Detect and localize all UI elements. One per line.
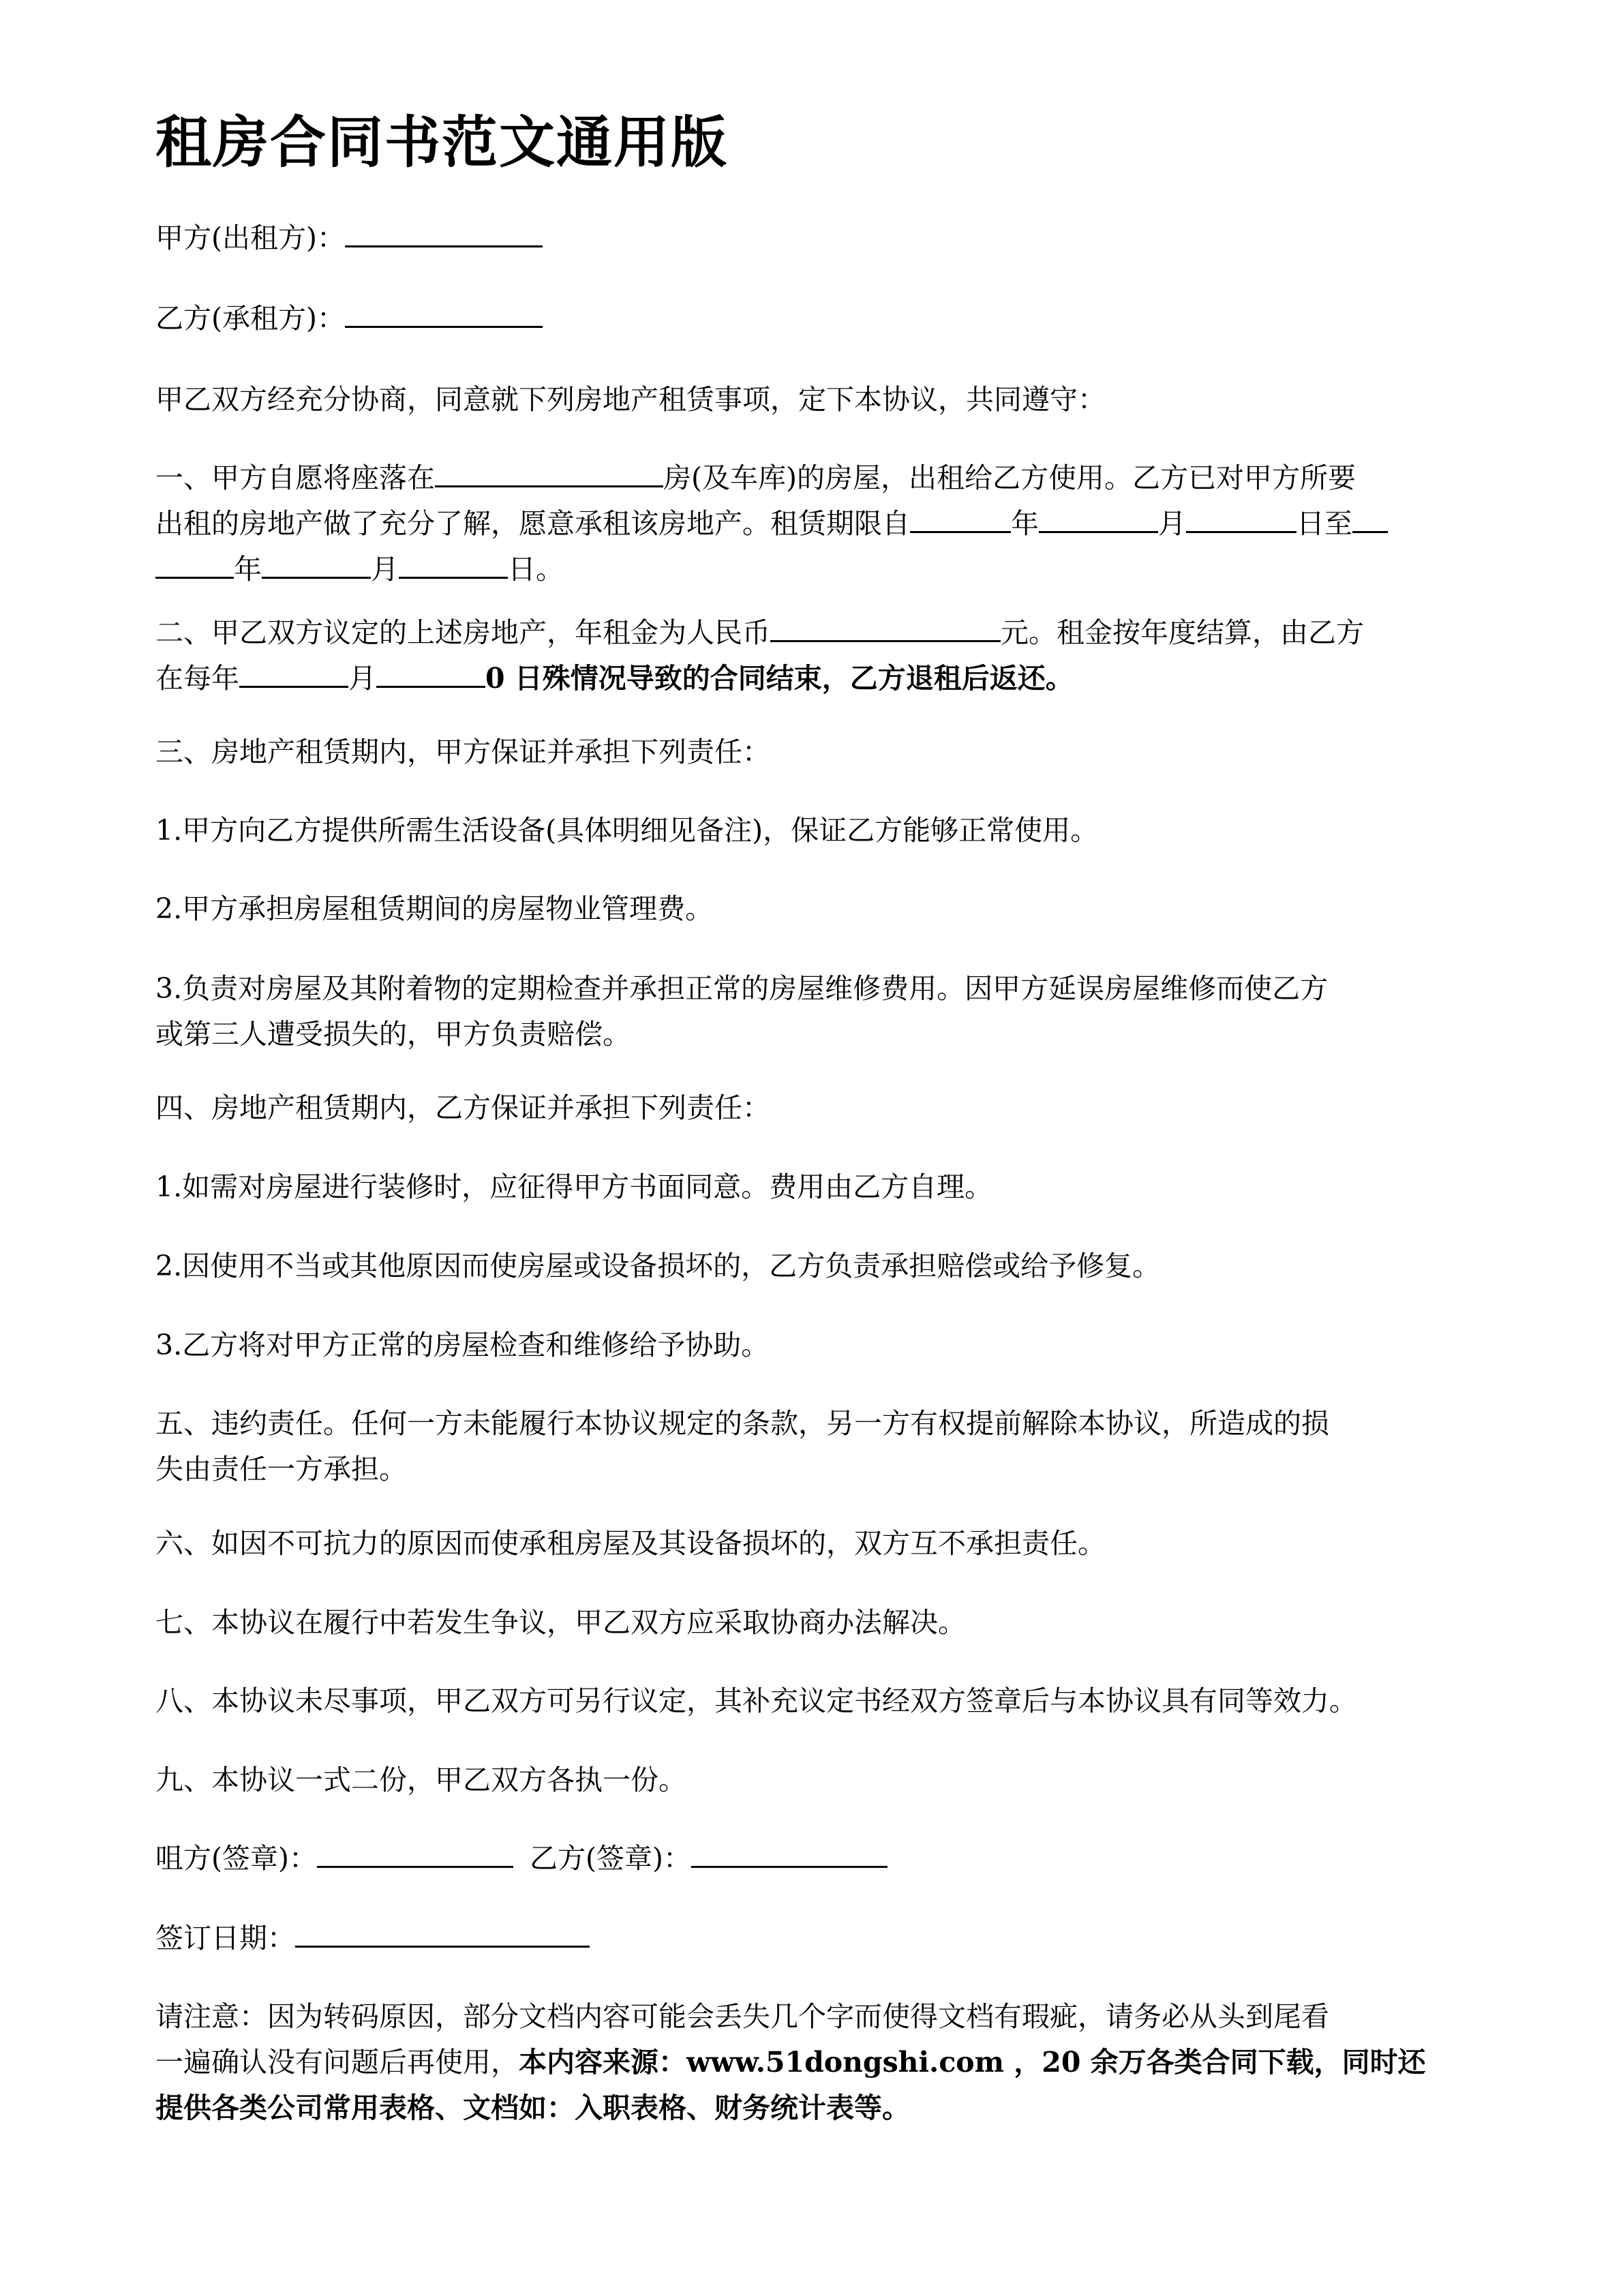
clause-4-item-3: 3.乙方将对甲方正常的房屋检查和维修给予协助。 — [155, 1329, 770, 1361]
clause-3-item-1: 1.甲方向乙方提供所需生活设备(具体明细见备注)，保证乙方能够正常使用。 — [155, 814, 1099, 847]
start-month-blank — [1039, 501, 1158, 533]
notice-paragraph — [155, 1994, 1553, 2131]
party-b-line — [155, 296, 1553, 342]
clause-6: 六、如因不可抗力的原因而使承租房屋及其设备损坏的，双方互不承担责任。 — [155, 1527, 1106, 1560]
clause-1-year2: 年 — [234, 553, 262, 586]
clause-2 — [155, 610, 1553, 701]
clause-9: 九、本协议一式二份，甲乙双方各执一份。 — [155, 1764, 686, 1796]
sign-date-blank — [295, 1916, 590, 1948]
document-title: 租房合同书范文通用版 — [155, 110, 729, 175]
clause-4-item-1: 1.如需对房屋进行装修时，应征得甲方书面同意。费用由乙方自理。 — [155, 1170, 993, 1203]
notice-line-2: 一遍确认没有问题后再使用， — [155, 2046, 519, 2079]
clause-1-year: 年 — [1011, 507, 1039, 540]
clause-2-text-c: 在每年 — [155, 662, 239, 695]
clause-4-heading: 四、房地产租赁期内，乙方保证并承担下列责任： — [155, 1091, 770, 1124]
clause-1 — [155, 455, 1553, 592]
sign-b-label: 乙方(签章)： — [530, 1842, 691, 1875]
clause-5 — [155, 1401, 1553, 1492]
end-month-blank — [262, 547, 371, 579]
notice-source: 本内容来源：www.51dongshi.com ，20 余万各类合同下载，同时还 — [519, 2046, 1426, 2079]
signature-line — [155, 1836, 1553, 1882]
clause-2-text-a: 二、甲乙双方议定的上述房地产，年租金为人民币 — [155, 616, 770, 649]
clause-3-heading: 三、房地产租赁期内，甲方保证并承担下列责任： — [155, 736, 770, 768]
rent-amount-blank — [770, 610, 1001, 642]
end-year-blank-b — [155, 547, 234, 579]
location-blank — [435, 455, 663, 487]
party-a-line — [155, 215, 1553, 261]
sign-a-blank — [317, 1836, 513, 1868]
clause-1-text-b: 房(及车库)的房屋，出租给乙方使用。乙方已对甲方所要 — [663, 462, 1356, 494]
clause-2-month: 月 — [348, 662, 376, 695]
clause-4-item-2: 2.因使用不当或其他原因而使房屋或设备损坏的，乙方负责承担赔偿或给予修复。 — [155, 1250, 1161, 1282]
clause-1-text-a: 一、甲方自愿将座落在 — [155, 462, 435, 494]
pay-day-blank — [376, 656, 485, 688]
pay-month-blank — [239, 656, 348, 688]
party-a-label: 甲方(出租方)： — [155, 222, 345, 254]
clause-5-line-2: 失由责任一方承担。 — [155, 1453, 407, 1485]
clause-1-day-to: 日至 — [1296, 507, 1352, 540]
party-b-blank — [345, 296, 543, 328]
clause-1-day2: 日。 — [508, 553, 564, 586]
intro-paragraph: 甲乙双方经充分协商，同意就下列房地产租赁事项，定下本协议，共同遵守： — [155, 383, 1106, 416]
clause-7: 七、本协议在履行中若发生争议，甲乙双方应采取协商办法解决。 — [155, 1606, 966, 1639]
clause-1-month: 月 — [1158, 507, 1186, 540]
clause-2-text-d: 0 日殊情况导致的合同结束，乙方退租后返还。 — [485, 662, 1074, 695]
end-day-blank — [399, 547, 508, 579]
clause-3-item-3-line-1: 3.负责对房屋及其附着物的定期检查并承担正常的房屋维修费用。因甲方延误房屋维修而使乙方 — [155, 972, 1329, 1005]
clause-1-month2: 月 — [371, 553, 399, 586]
end-year-blank-a — [1352, 501, 1388, 533]
clause-2-text-b: 元。租金按年度结算，由乙方 — [1001, 616, 1364, 649]
notice-line-1: 请注意：因为转码原因，部分文档内容可能会丢失几个字而使得文档有瑕疵，请务必从头到尾看 — [155, 2000, 1329, 2033]
sign-date-label: 签订日期： — [155, 1922, 295, 1954]
start-day-blank — [1186, 501, 1296, 533]
clause-3-item-3 — [155, 966, 1553, 1057]
start-year-blank — [910, 501, 1011, 533]
notice-line-3: 提供各类公司常用表格、文档如：入职表格、财务统计表等。 — [155, 2091, 910, 2124]
sign-date-line — [155, 1916, 1553, 1961]
clause-3-item-2: 2.甲方承担房屋租赁期间的房屋物业管理费。 — [155, 892, 714, 925]
clause-3-item-3-line-2: 或第三人遭受损失的，甲方负责赔偿。 — [155, 1018, 631, 1051]
sign-b-blank — [691, 1836, 888, 1868]
clause-5-line-1: 五、违约责任。任何一方未能履行本协议规定的条款，另一方有权提前解除本协议，所造成的损 — [155, 1407, 1329, 1440]
party-a-blank — [345, 215, 543, 247]
sign-a-label: 咀方(签章)： — [155, 1842, 317, 1875]
clause-1-text-c: 出租的房地产做了充分了解，愿意承租该房地产。租赁期限自 — [155, 507, 910, 540]
party-b-label: 乙方(承租方)： — [155, 302, 345, 335]
clause-8: 八、本协议未尽事项，甲乙双方可另行议定，其补充议定书经双方签章后与本协议具有同等效力。 — [155, 1685, 1357, 1717]
